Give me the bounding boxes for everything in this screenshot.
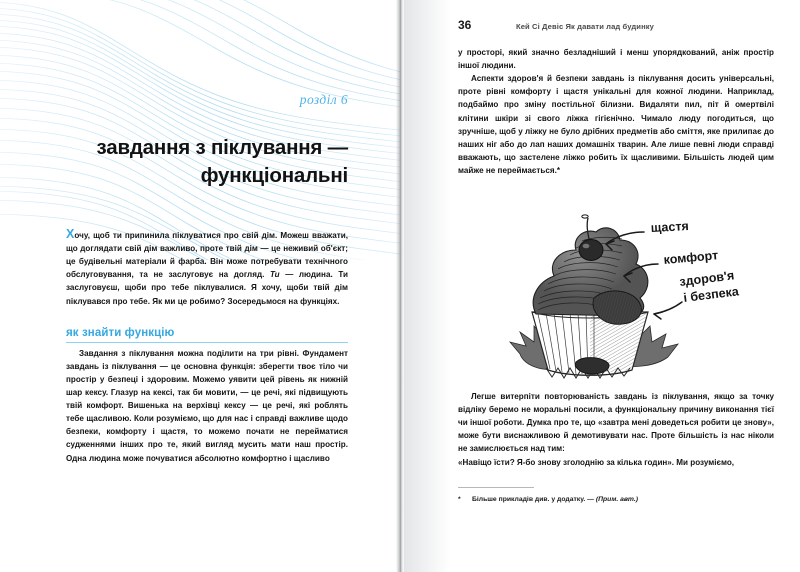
left-page-body [66, 228, 348, 465]
paragraph-continued: у просторі, який значно безладніший і менш упорядкований, аніж простір іншої людини. [458, 48, 774, 71]
paragraph-intro-tail: — людина. Ти заслуговуєш, щоби про тебе піклувалися. Я хочу, щоби твій дім піклувався про тебе. Як ми це робимо? Зосередьмося на функціях. [66, 270, 348, 306]
paragraph-why-eat: «Навіщо їсти? Я-бо знову зголоднію за кілька годин». Ми розуміємо, [458, 457, 735, 467]
label-health-line1: здоров'я [678, 268, 735, 289]
chapter-title-line-2: функціональні [200, 164, 348, 188]
wave-decoration [0, 0, 400, 260]
chapter-title [40, 134, 348, 191]
section-subheading: як знайти функцію [66, 327, 348, 343]
paragraph-levels: Завдання з піклування можна поділити на три рівні. Фундамент завдань із піклування — це основна функція: зберегти твоє тіло чи простір у безпеці і здоровим. Можемо уявити цей рівень як нижній шар кексу. Глазур на кексі, так би мовити, — це речі, які підвищують твій комфорт. Вишенька на верхівці кексу — це речі, які роблять тебе щасливою. Коли розуміємо, що для нас і справді важливе щодо безпеки, комфорту і щастя, то можемо почати не перейматися судженнями інших про те, який вигляд мусить мати наш простір. Одна людина може почуватися абсолютно комфортно і щасливо [66, 348, 348, 463]
running-head-title: Кей Сі Девіс Як давати лад будинку [516, 22, 654, 31]
paragraph-function-reason: Легше витерпіти повторюваність завдань із піклування, якщо за точку відліку беремо не моральні посили, а функціональну причину виконання тієї чи іншої роботи. Думка про те, що «завтра мені доведеться робити це знову», може бути виснажливою й демотивувати нас. Проте більшість із нас ніколи не замислюється над тим: [458, 392, 774, 454]
right-page-body-bottom [458, 390, 774, 469]
page-number: 36 [458, 18, 472, 32]
footnote-attribution: (Прим. авт.) [595, 496, 639, 503]
paragraph-health-safety: Аспекти здоров'я й безпеки завдань із піклування досить універсальні, проте рівні комфорту і щастя унікальні для кожної людини. Наприклад, подбаймо про зміну постільної білизни. Видаляти пил, піт й омертвілі клітини шкіри зі свого ліжка гігієнічно. Чимало люду погодиться, що зручніше, щоб у ліжку не було дрібних предметів або сміття, яке прилипає до наших ніг або до лап наших домашніх тварин. Але лише певні люди справді вважають, що застелене ліжко робить їх щасливими. Більшість людей цим майже не переймається.* [458, 74, 774, 175]
footnote [458, 495, 774, 505]
footnote-marker: * [458, 496, 461, 503]
footnote-divider [458, 487, 534, 488]
cupcake-figure [458, 214, 774, 386]
label-health-line2: і безпека [682, 284, 740, 305]
paragraph-intro [66, 228, 348, 308]
cupcake-illustration [458, 214, 774, 386]
running-header [458, 18, 774, 32]
footnote-text: Більше прикладів див. у додатку. — (Прим. авт.) [472, 496, 639, 503]
right-page-body-top [458, 46, 774, 177]
label-happiness: щастя [650, 219, 690, 235]
chapter-title-line-1: завдання з піклування — [96, 136, 348, 159]
right-page [400, 0, 800, 572]
chapter-label: розділ 6 [299, 92, 348, 107]
label-comfort: комфорт [663, 248, 719, 267]
paragraph-intro-text: очу, щоб ти припинила піклуватися про свій дім. Можеш вважати, що доглядати свій дім важливо, проте твій дім — це неживий об'єкт; це будівельні матеріали й фарба. Він може потребувати технічного обслуговування, та не заслуговує на догляд. [66, 231, 348, 280]
paragraph-intro-emphasis: Ти [269, 270, 280, 280]
footnote-area [458, 487, 774, 505]
drop-cap: Х [66, 227, 75, 241]
